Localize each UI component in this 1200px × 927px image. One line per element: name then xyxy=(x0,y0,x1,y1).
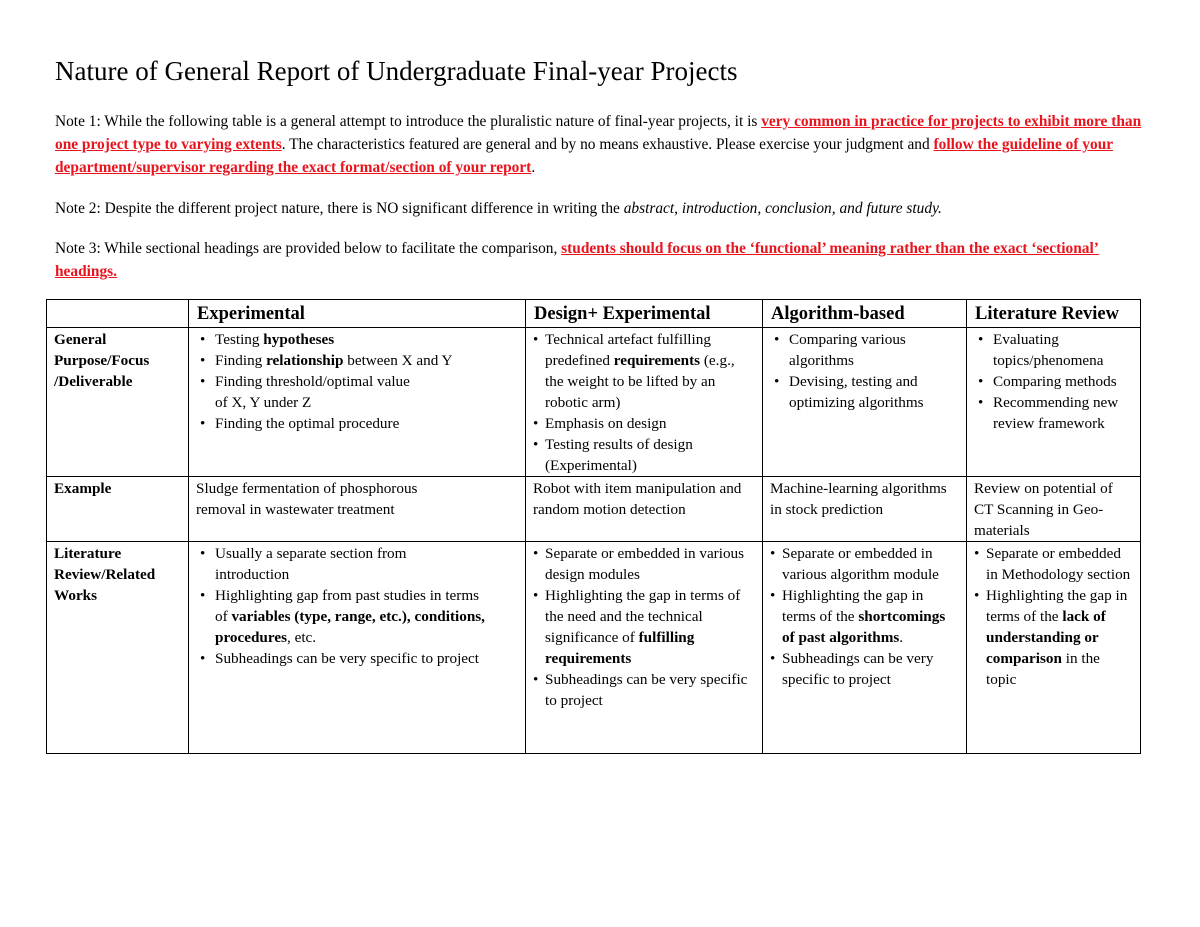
list-item: • Highlighting the gap in terms of the need and the technical significance of fulfilling requirements xyxy=(533,585,756,669)
cell-purpose-design xyxy=(526,327,763,476)
list-item: • Recommending new review framework xyxy=(974,392,1134,434)
cell-litreview-design xyxy=(526,541,763,753)
cell-example-literature: Review on potential of CT Scanning in Geo-materials xyxy=(967,476,1141,541)
list-item: • Comparing various algorithms xyxy=(770,329,960,371)
table-row-literature-review xyxy=(47,541,1141,753)
list-item: • Usually a separate section from introduction xyxy=(196,543,494,585)
row-label-purpose: General Purpose/Focus /Deliverable xyxy=(47,327,189,476)
cell-litreview-experimental xyxy=(189,541,526,753)
cell-purpose-algorithm xyxy=(763,327,967,476)
table-row-example xyxy=(47,476,1141,541)
note-3-highlight: students should focus on the ‘functional’ meaning rather than the exact ‘sectional’ headings. xyxy=(55,240,1099,280)
cell-litreview-algorithm xyxy=(763,541,967,753)
list-item: • Evaluating topics/phenomena xyxy=(974,329,1134,371)
row-label-example: Example xyxy=(47,476,189,541)
note-2 xyxy=(55,197,1150,220)
header-algorithm-based: Algorithm-based xyxy=(763,300,967,328)
note-1-text-a: Note 1: While the following table is a general attempt to introduce the pluralistic nature of final-year projects, it is xyxy=(55,113,762,130)
list-item: • Highlighting gap from past studies in terms of variables (type, range, etc.), conditions, procedures, etc. xyxy=(196,585,494,648)
cell-purpose-experimental xyxy=(189,327,526,476)
note-2-text: Note 2: Despite the different project nature, there is NO significant difference in writing the xyxy=(55,200,624,217)
header-literature-review: Literature Review xyxy=(967,300,1141,328)
list-item: • Highlighting the gap in terms of the shortcomings of past algorithms. xyxy=(770,585,960,648)
list-item: • Emphasis on design xyxy=(533,413,756,434)
table-header-row xyxy=(47,300,1141,328)
note-1-highlight-1: very common in practice for projects to exhibit more than one project type to varying extents xyxy=(55,113,1142,153)
list-item: • Comparing methods xyxy=(974,371,1134,392)
list-item: • Separate or embedded in various design modules xyxy=(533,543,756,585)
note-3-text: Note 3: While sectional headings are provided below to facilitate the comparison, xyxy=(55,240,562,257)
header-blank-cell xyxy=(47,300,189,328)
list-item: • Separate or embedded in various algorithm module xyxy=(770,543,960,585)
note-1 xyxy=(55,110,1150,179)
list-item: • Technical artefact fulfilling predefined requirements (e.g., the weight to be lifted by an robotic arm) xyxy=(533,329,756,413)
note-1-text-b: . The characteristics featured are general and by no means exhaustive. Please exercise your judgment and xyxy=(281,136,934,153)
list-item: • Subheadings can be very specific to project xyxy=(196,648,494,669)
row-label-literature-review: Literature Review/Related Works xyxy=(47,541,189,753)
list-item: • Testing hypotheses xyxy=(196,329,519,350)
note-2-italic: abstract, introduction, conclusion, and future study. xyxy=(623,200,942,217)
list-item: • Highlighting the gap in terms of the lack of understanding or comparison in the topic xyxy=(974,585,1134,690)
list-item: • Subheadings can be very specific to project xyxy=(533,669,756,711)
cell-example-experimental: Sludge fermentation of phosphorous removal in wastewater treatment xyxy=(189,476,526,541)
note-3 xyxy=(55,237,1150,283)
note-1-text-c: . xyxy=(531,159,536,176)
project-type-table xyxy=(46,299,1141,754)
header-experimental: Experimental xyxy=(189,300,526,328)
list-item: • Finding the optimal procedure xyxy=(196,413,519,434)
cell-example-algorithm: Machine-learning algorithms in stock prediction xyxy=(763,476,967,541)
list-item: • Finding threshold/optimal value of X, Y under Z xyxy=(196,371,519,413)
list-item: • Testing results of design (Experimental) xyxy=(533,434,756,476)
list-item: • Finding relationship between X and Y xyxy=(196,350,519,371)
list-item: • Subheadings can be very specific to project xyxy=(770,648,960,690)
list-item: • Devising, testing and optimizing algorithms xyxy=(770,371,960,413)
cell-litreview-literature xyxy=(967,541,1141,753)
note-1-highlight-2: follow the guideline of your department/supervisor regarding the exact format/section of your report xyxy=(55,136,1114,176)
page-title: Nature of General Report of Undergraduate Final-year Projects xyxy=(55,56,738,86)
cell-purpose-literature xyxy=(967,327,1141,476)
header-design-experimental: Design+ Experimental xyxy=(526,300,763,328)
list-item: • Separate or embedded in Methodology section xyxy=(974,543,1134,585)
table-row-purpose xyxy=(47,327,1141,476)
cell-example-design: Robot with item manipulation and random motion detection xyxy=(526,476,763,541)
